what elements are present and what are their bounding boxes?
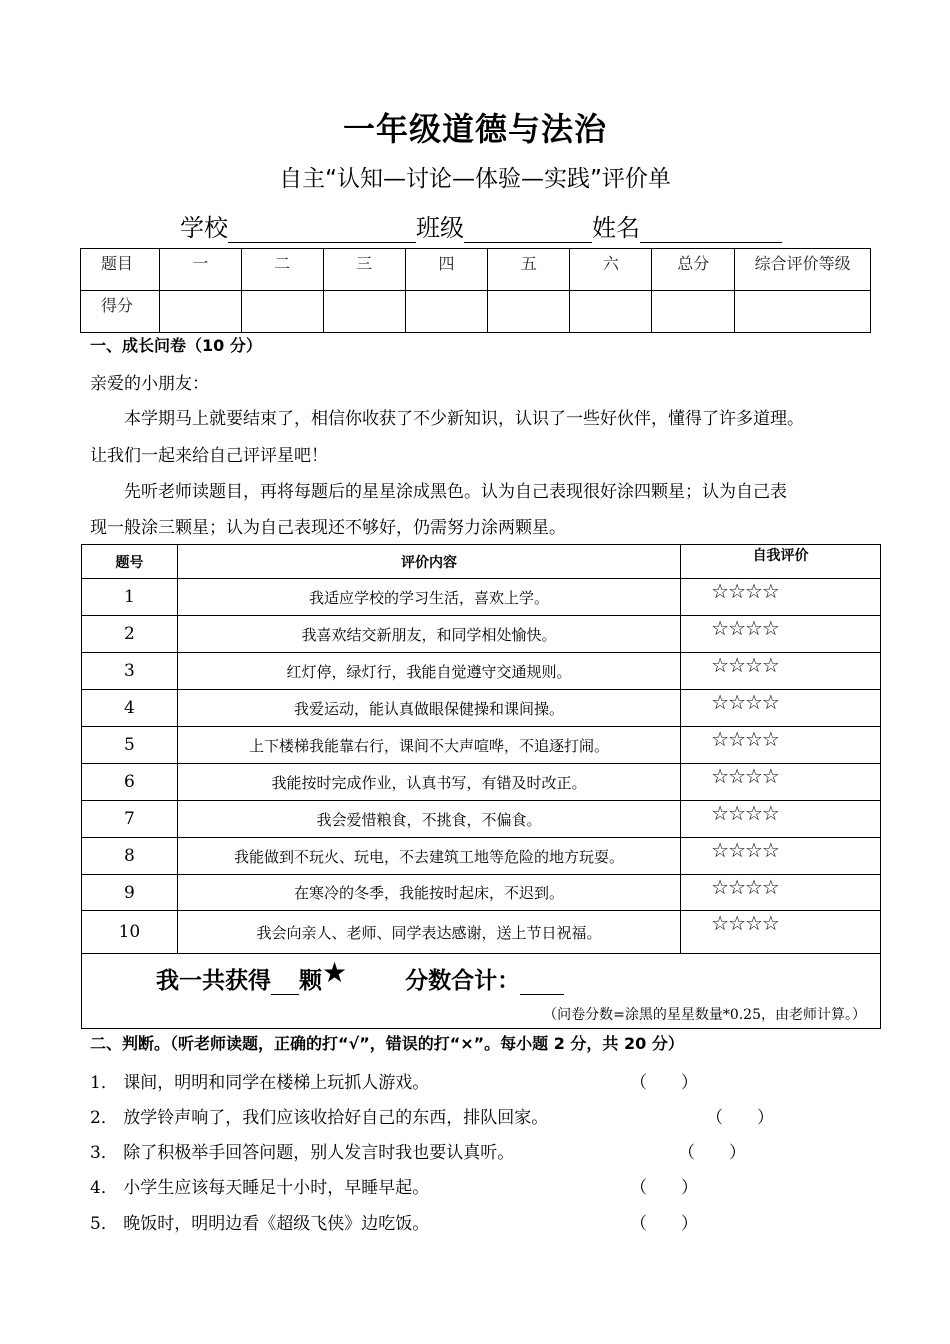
question-num: 4． [90, 1178, 118, 1198]
total-cell [82, 954, 881, 1029]
question-4 [90, 1173, 429, 1198]
star-rating[interactable]: ☆☆☆☆ [681, 911, 881, 954]
score-header-row [81, 249, 871, 291]
star-rating[interactable]: ☆☆☆☆ [681, 764, 881, 801]
table-row [82, 911, 881, 954]
question-text: 晚饭时，明明边看《超级飞侠》边吃饭。 [123, 1214, 430, 1234]
table-row [82, 727, 881, 764]
row-content: 红灯停，绿灯行，我能自觉遵守交通规则。 [177, 653, 680, 690]
row-num: 8 [82, 838, 178, 875]
table-row [82, 616, 881, 653]
question-text: 除了积极举手回答问题，别人发言时我也要认真听。 [123, 1143, 515, 1163]
score-header-cell: 综合评价等级 [735, 249, 871, 291]
section2-heading: 二、判断。（听老师读题，正确的打“√”，错误的打“×”。每小题 2 分，共 20 分） [90, 1034, 684, 1053]
student-info-line [180, 208, 782, 243]
row-num: 4 [82, 690, 178, 727]
star-rating[interactable]: ☆☆☆☆ [681, 727, 881, 764]
page-title: 一年级道德与法治 [342, 110, 607, 148]
score-header-cell: 题目 [81, 249, 160, 291]
question-5 [90, 1209, 429, 1234]
row-num: 2 [82, 616, 178, 653]
row-content: 上下楼梯我能靠右行，课间不大声喧哗，不追逐打闹。 [177, 727, 680, 764]
star-rating[interactable]: ☆☆☆☆ [681, 653, 881, 690]
star-rating[interactable]: ☆☆☆☆ [681, 801, 881, 838]
row-content: 我爱运动，能认真做眼保健操和课间操。 [177, 690, 680, 727]
score-cell[interactable] [735, 291, 871, 333]
row-content: 我能按时完成作业，认真书写，有错及时改正。 [177, 764, 680, 801]
total-row [82, 954, 881, 1029]
page-subtitle: 自主“认知—讨论—体验—实践”评价单 [279, 166, 671, 192]
class-label: 班级 [416, 214, 464, 242]
table-row [82, 838, 881, 875]
row-content: 我能做到不玩火、玩电，不去建筑工地等危险的地方玩耍。 [177, 838, 680, 875]
score-row-label: 得分 [81, 291, 160, 333]
star-rating[interactable]: ☆☆☆☆ [681, 579, 881, 616]
score-header-cell: 二 [241, 249, 323, 291]
score-header-cell: 一 [159, 249, 241, 291]
class-field[interactable] [464, 216, 592, 243]
star-rating[interactable]: ☆☆☆☆ [681, 690, 881, 727]
score-cell[interactable] [570, 291, 652, 333]
name-label: 姓名 [592, 214, 640, 242]
table-row [82, 653, 881, 690]
answer-paren[interactable]: （ ） [678, 1143, 746, 1163]
row-num: 1 [82, 579, 178, 616]
score-total-field[interactable] [520, 974, 564, 995]
score-value-row [81, 291, 871, 333]
greeting: 亲爱的小朋友： [90, 374, 209, 394]
row-content: 我喜欢结交新朋友，和同学相处愉快。 [177, 616, 680, 653]
score-cell[interactable] [652, 291, 735, 333]
question-text: 小学生应该每天睡足十小时，早睡早起。 [123, 1178, 430, 1198]
question-num: 5． [90, 1214, 118, 1234]
total-prefix: 我一共获得 [156, 968, 271, 994]
table-row [82, 579, 881, 616]
score-header-cell: 四 [405, 249, 488, 291]
row-num: 3 [82, 653, 178, 690]
question-text: 课间，明明和同学在楼梯上玩抓人游戏。 [123, 1073, 430, 1093]
school-field[interactable] [228, 216, 416, 243]
name-field[interactable] [640, 216, 782, 243]
table-row [82, 690, 881, 727]
star-rating[interactable]: ☆☆☆☆ [681, 875, 881, 911]
score-total-label: 分数合计： [405, 968, 521, 994]
school-label: 学校 [180, 214, 228, 242]
question-text: 放学铃声响了，我们应该收拾好自己的东西，排队回家。 [123, 1108, 549, 1128]
score-header-cell: 总分 [652, 249, 735, 291]
score-cell[interactable] [159, 291, 241, 333]
star-rating[interactable]: ☆☆☆☆ [681, 616, 881, 653]
intro-line-1: 本学期马上就要结束了，相信你收获了不少新知识，认识了一些好伙伴，懂得了许多道理。 [124, 409, 804, 429]
score-table [80, 248, 871, 333]
star-rating[interactable]: ☆☆☆☆ [681, 838, 881, 875]
score-header-cell: 六 [570, 249, 652, 291]
score-cell[interactable] [488, 291, 570, 333]
section1-heading: 一、成长问卷（10 分） [90, 336, 262, 355]
eval-header-row [82, 545, 881, 579]
eval-header-num: 题号 [82, 545, 178, 579]
question-1 [90, 1068, 429, 1093]
row-content: 在寒冷的冬季，我能按时起床，不迟到。 [177, 875, 680, 911]
question-num: 1． [90, 1073, 118, 1093]
eval-header-self: 自我评价 [681, 545, 881, 579]
row-content: 我会向亲人、老师、同学表达感谢，送上节日祝福。 [177, 911, 680, 954]
self-evaluation-table [81, 544, 881, 1029]
question-2 [90, 1103, 548, 1128]
question-num: 2． [90, 1108, 118, 1128]
row-num: 9 [82, 875, 178, 911]
table-row [82, 764, 881, 801]
row-num: 10 [82, 911, 178, 954]
score-header-cell: 三 [323, 249, 405, 291]
total-unit: 颗 [299, 968, 322, 994]
answer-paren[interactable]: （ ） [630, 1073, 698, 1093]
question-num: 3． [90, 1143, 118, 1163]
row-content: 我适应学校的学习生活，喜欢上学。 [177, 579, 680, 616]
instruction-line-2: 现一般涂三颗星；认为自己表现还不够好，仍需努力涂两颗星。 [90, 518, 566, 538]
row-content: 我会爱惜粮食，不挑食，不偏食。 [177, 801, 680, 838]
answer-paren[interactable]: （ ） [630, 1178, 698, 1198]
black-star-icon: ★ [322, 956, 348, 989]
score-cell[interactable] [241, 291, 323, 333]
instruction-line-1: 先听老师读题目，再将每题后的星星涂成黑色。认为自己表现很好涂四颗星；认为自己表 [124, 482, 787, 502]
score-header-cell: 五 [488, 249, 570, 291]
score-cell[interactable] [405, 291, 488, 333]
intro-line-2: 让我们一起来给自己评评星吧！ [90, 446, 328, 466]
question-3 [90, 1138, 514, 1163]
table-row [82, 801, 881, 838]
star-count-field[interactable] [271, 974, 299, 995]
answer-paren[interactable]: （ ） [706, 1108, 774, 1128]
row-num: 7 [82, 801, 178, 838]
eval-header-content: 评价内容 [177, 545, 680, 579]
total-line [156, 956, 564, 995]
table-row [82, 875, 881, 911]
score-cell[interactable] [323, 291, 405, 333]
answer-paren[interactable]: （ ） [630, 1214, 698, 1234]
row-num: 5 [82, 727, 178, 764]
score-note: （问卷分数=涂黑的星星数量*0.25，由老师计算。） [543, 1007, 866, 1023]
row-num: 6 [82, 764, 178, 801]
